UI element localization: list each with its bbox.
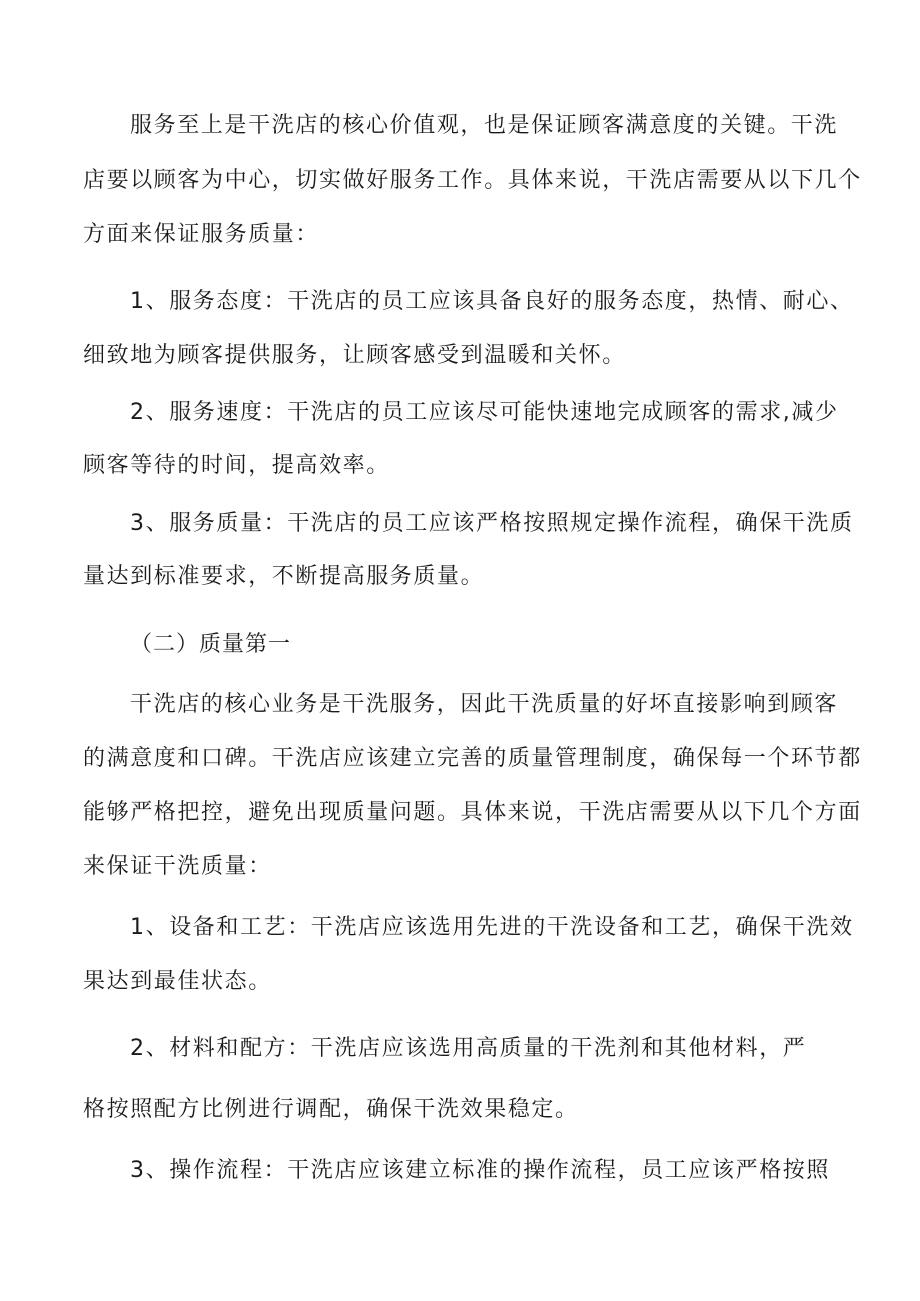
item-service-speed-line-2: 顾客等待的时间，提高效率。 xyxy=(83,453,390,478)
paragraph-quality-line-2: 的满意度和口碑。干洗店应该建立完善的质量管理制度，确保每一个环节都 xyxy=(83,746,862,771)
item-service-quality-line-1: 3、服务质量：干洗店的员工应该严格按照规定操作流程，确保干洗质 xyxy=(130,511,854,536)
paragraph-quality-line-1: 干洗店的核心业务是干洗服务，因此干洗质量的好坏直接影响到顾客 xyxy=(130,692,839,717)
item-service-attitude-line-1: 1、服务态度：干洗店的员工应该具备良好的服务态度，热情、耐心、 xyxy=(130,289,854,314)
item-service-quality-line-2: 量达到标准要求，不断提高服务质量。 xyxy=(83,564,485,589)
section-heading-quality-first: （二）质量第一 xyxy=(130,632,292,657)
item-materials-line-1: 2、材料和配方：干洗店应该选用高质量的干洗剂和其他材料，严 xyxy=(130,1036,807,1061)
item-equipment-line-2: 果达到最佳状态。 xyxy=(83,969,272,994)
paragraph-service-first-line-1: 服务至上是干洗店的核心价值观，也是保证顾客满意度的关键。干洗 xyxy=(130,113,839,138)
item-materials-line-2: 格按照配方比例进行调配，确保干洗效果稳定。 xyxy=(83,1097,579,1122)
paragraph-quality-line-3: 能够严格把控，避免出现质量问题。具体来说，干洗店需要从以下几个方面 xyxy=(83,800,862,825)
paragraph-service-first-line-3: 方面来保证服务质量： xyxy=(83,222,320,247)
item-equipment-line-1: 1、设备和工艺：干洗店应该选用先进的干洗设备和工艺，确保干洗效 xyxy=(130,915,854,940)
item-service-speed-line-1: 2、服务速度：干洗店的员工应该尽可能快速地完成顾客的需求,减少 xyxy=(130,400,839,425)
paragraph-service-first-line-2: 店要以顾客为中心，切实做好服务工作。具体来说，干洗店需要从以下几个 xyxy=(83,168,862,193)
item-operation-line-1: 3、操作流程：干洗店应该建立标准的操作流程，员工应该严格按照 xyxy=(130,1158,830,1183)
paragraph-quality-line-4: 来保证干洗质量： xyxy=(83,854,272,879)
item-service-attitude-line-2: 细致地为顾客提供服务，让顾客感受到温暖和关怀。 xyxy=(83,343,626,368)
